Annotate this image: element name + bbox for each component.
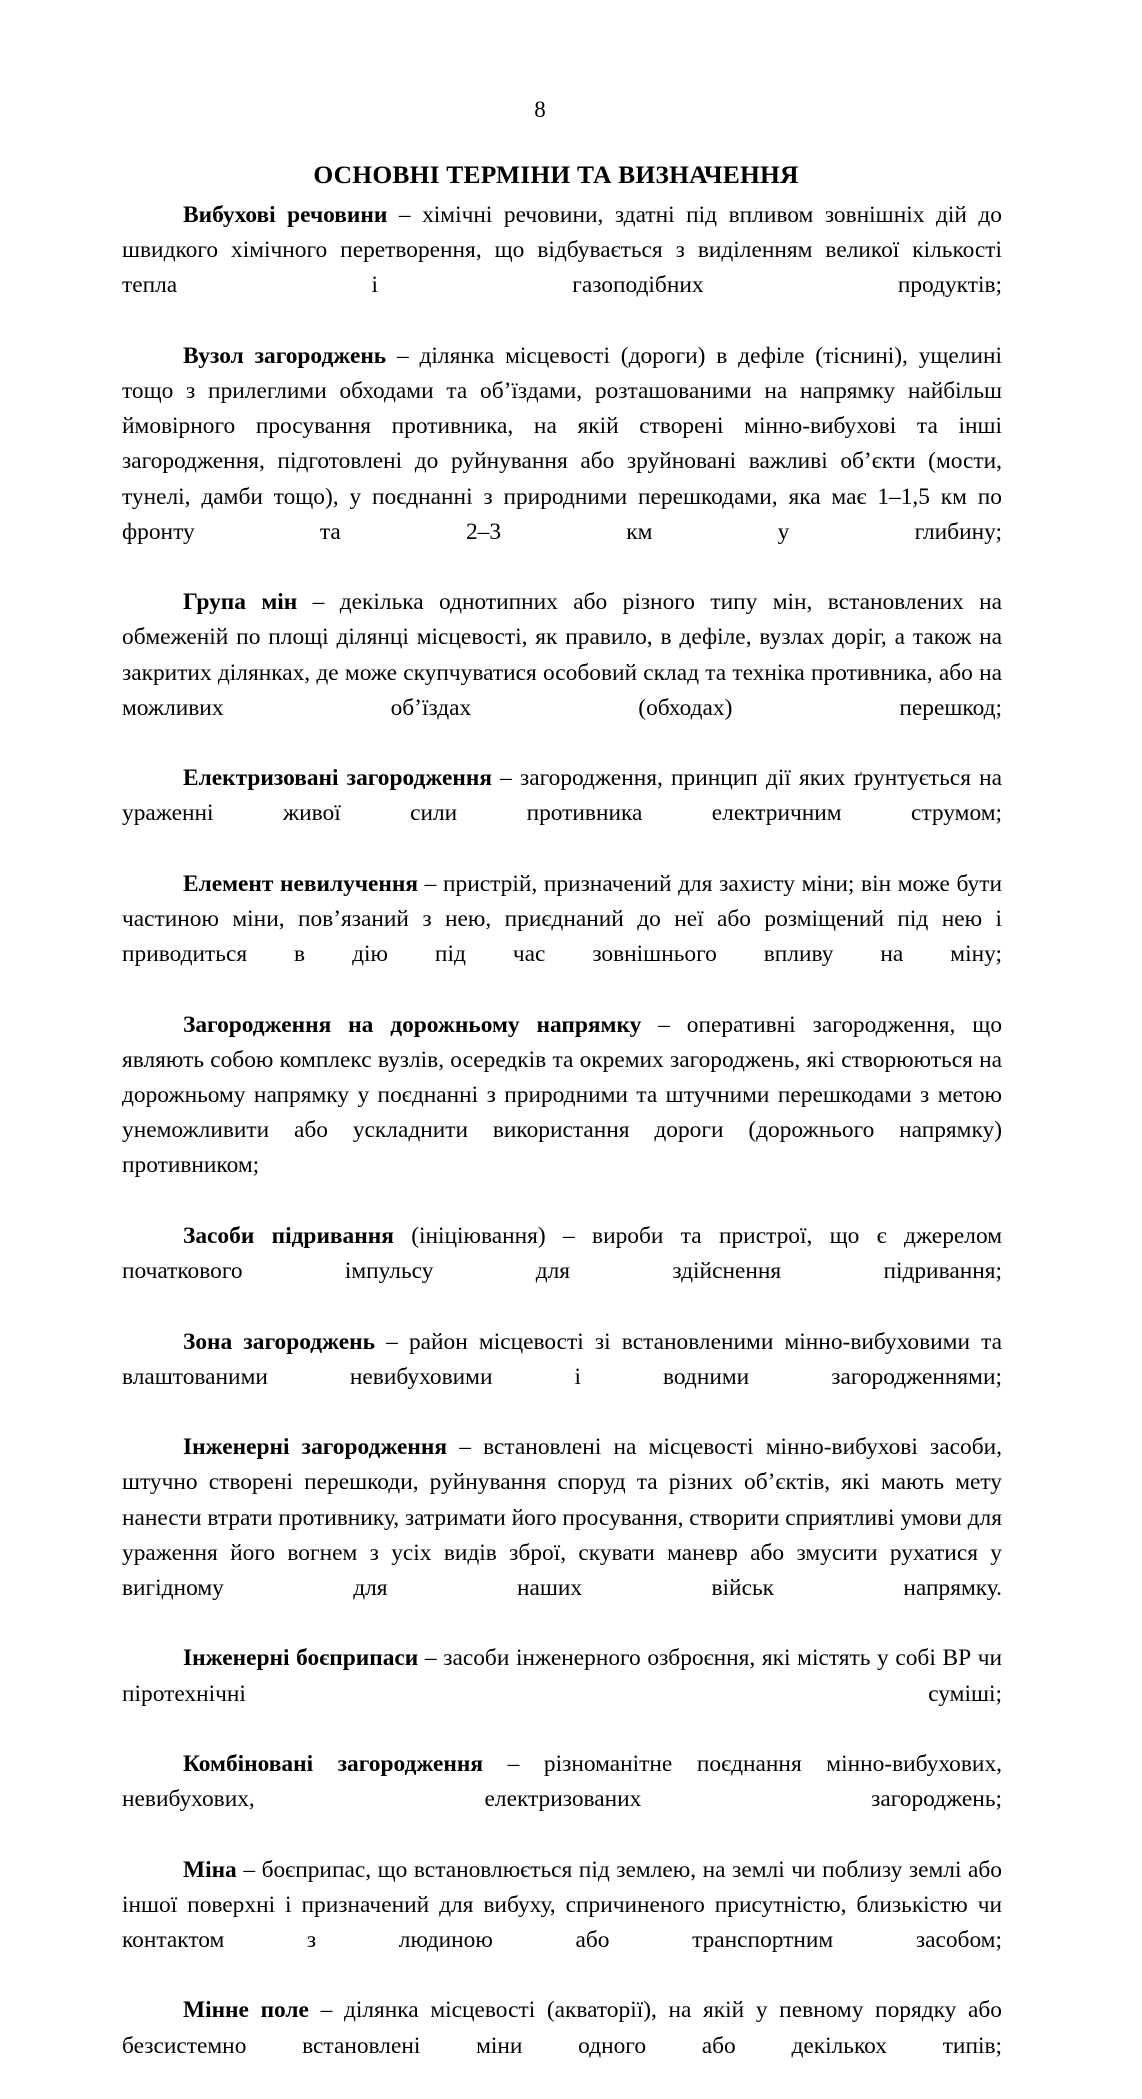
term-name: Інженерні загородження bbox=[183, 1434, 448, 1461]
term-body: – декілька однотипних або різного типу мін, встановлених на обмеженій по площі ділянці місцевості, як правило, в дефіле, вузлах доріг, а також на закритих ділянках, де може скупчуватися особовий склад та техніка противника, або на можливих об’їздах (обходах) перешкод; bbox=[122, 589, 1002, 721]
term-name: Комбіновані загородження bbox=[183, 1750, 483, 1777]
term-body: – встановлені на місцевості мінно-вибухові засоби, штучно створені перешкоди, руйнування споруд та різних об’єктів, які мають мету нанести втрати противнику, затримати його просування, створити сприятливі умови для ураження його вогнем з усіх видів зброї, скувати маневр або змусити рухатися у вигідному для наших військ напрямку. bbox=[122, 1434, 1003, 1601]
term-name: Елемент невилучення bbox=[183, 870, 419, 897]
page-number: 8 bbox=[534, 97, 546, 122]
term-definition bbox=[122, 1219, 1002, 1325]
term-name: Група мін bbox=[183, 589, 298, 616]
term-body: – оперативні загородження, що являють собою комплекс вузлів, осередків та окремих загороджень, які створюються на дорожньому напрямку у поєднанні з природними та штучними перешкодами з метою унеможливити або ускладнити використання дороги (дорожнього напрямку) противником; bbox=[122, 1011, 1003, 1179]
term-body: – район місцевості зі встановленими мінно-вибуховими та влаштованими невибуховими і водними загородженнями; bbox=[122, 1328, 1003, 1390]
term-body: – боєприпас, що встановлюється під землею, на землі чи поблизу землі або іншої поверхні і призначений для вибуху, спричиненого присутністю, близькістю чи контактом з людиною або транспортним засобом; bbox=[122, 1856, 1002, 1953]
term-body: – різноманітне поєднання мінно-вибухових, невибухових, електризованих загороджень; bbox=[122, 1750, 1002, 1813]
term-definition bbox=[122, 1993, 1002, 2099]
term-body: – пристрій, призначений для захисту міни; він може бути частиною міни, пов’язаний з нею, приєднаний до неї або розміщений під нею і приводиться в дію під час зовнішнього впливу на міну; bbox=[122, 870, 1002, 968]
term-definition bbox=[122, 761, 1002, 867]
term-name: Вибухові речовини bbox=[183, 202, 388, 228]
term-name: Міна bbox=[183, 1856, 237, 1883]
term-name: Мінне поле bbox=[183, 1997, 309, 2024]
document-body bbox=[122, 198, 1002, 2099]
term-body: – хімічні речовини, здатні під впливом зовнішніх дій до швидкого хімічного перетворення, що відбувається з виділенням великої кількості тепла і газоподібних продуктів; bbox=[122, 202, 1002, 299]
term-body: – загородження, принцип дії яких ґрунтується на ураженні живої сили противника електричним струмом; bbox=[122, 765, 1002, 827]
term-definition bbox=[122, 339, 1002, 585]
term-name: Інженерні боєприпаси bbox=[183, 1645, 419, 1672]
term-definition bbox=[122, 585, 1002, 761]
term-definition bbox=[122, 1430, 1002, 1641]
term-body: (ініціювання) – вироби та пристрої, що є джерелом початкового імпульсу для здійснення підривання; bbox=[122, 1222, 1002, 1285]
term-definition bbox=[122, 198, 1002, 339]
term-name: Загородження на дорожньому напрямку bbox=[183, 1011, 642, 1038]
term-name: Вузол загороджень bbox=[183, 342, 387, 369]
term-body: – ділянка місцевості (акваторії), на якій у певному порядку або безсистемно встановлені міни одного або декількох типів; bbox=[122, 1997, 1002, 2059]
term-definition bbox=[122, 867, 1002, 1008]
term-definition bbox=[122, 1008, 1002, 1219]
term-body: – засоби інженерного озброєння, які містять у собі ВР чи піротехнічні суміші; bbox=[122, 1645, 1002, 1707]
term-name: Засоби підривання bbox=[183, 1222, 394, 1249]
term-name: Зона загороджень bbox=[183, 1328, 375, 1355]
term-definition bbox=[122, 1747, 1002, 1853]
term-definition bbox=[122, 1325, 1002, 1431]
term-definition bbox=[122, 1853, 1002, 1994]
term-name: Електризовані загородження bbox=[183, 765, 493, 792]
term-body: – ділянка місцевості (дороги) в дефіле (тіснині), ущелині тощо з прилеглими обходами та об’їздами, розташованими на напрямку найбільш ймовірного просування противника, на якій створені мінно-вибухові та інші загородження, підготовлені до руйнування або зруйновані важливі об’єкти (мости, тунелі, дамби тощо), у поєднанні з природними перешкодами, яка має 1–1,5 км по фронту та 2–3 км у глибину; bbox=[122, 342, 1002, 545]
term-definition bbox=[122, 1641, 1002, 1747]
page-title: ОСНОВНІ ТЕРМІНИ ТА ВИЗНАЧЕННЯ bbox=[313, 160, 799, 190]
